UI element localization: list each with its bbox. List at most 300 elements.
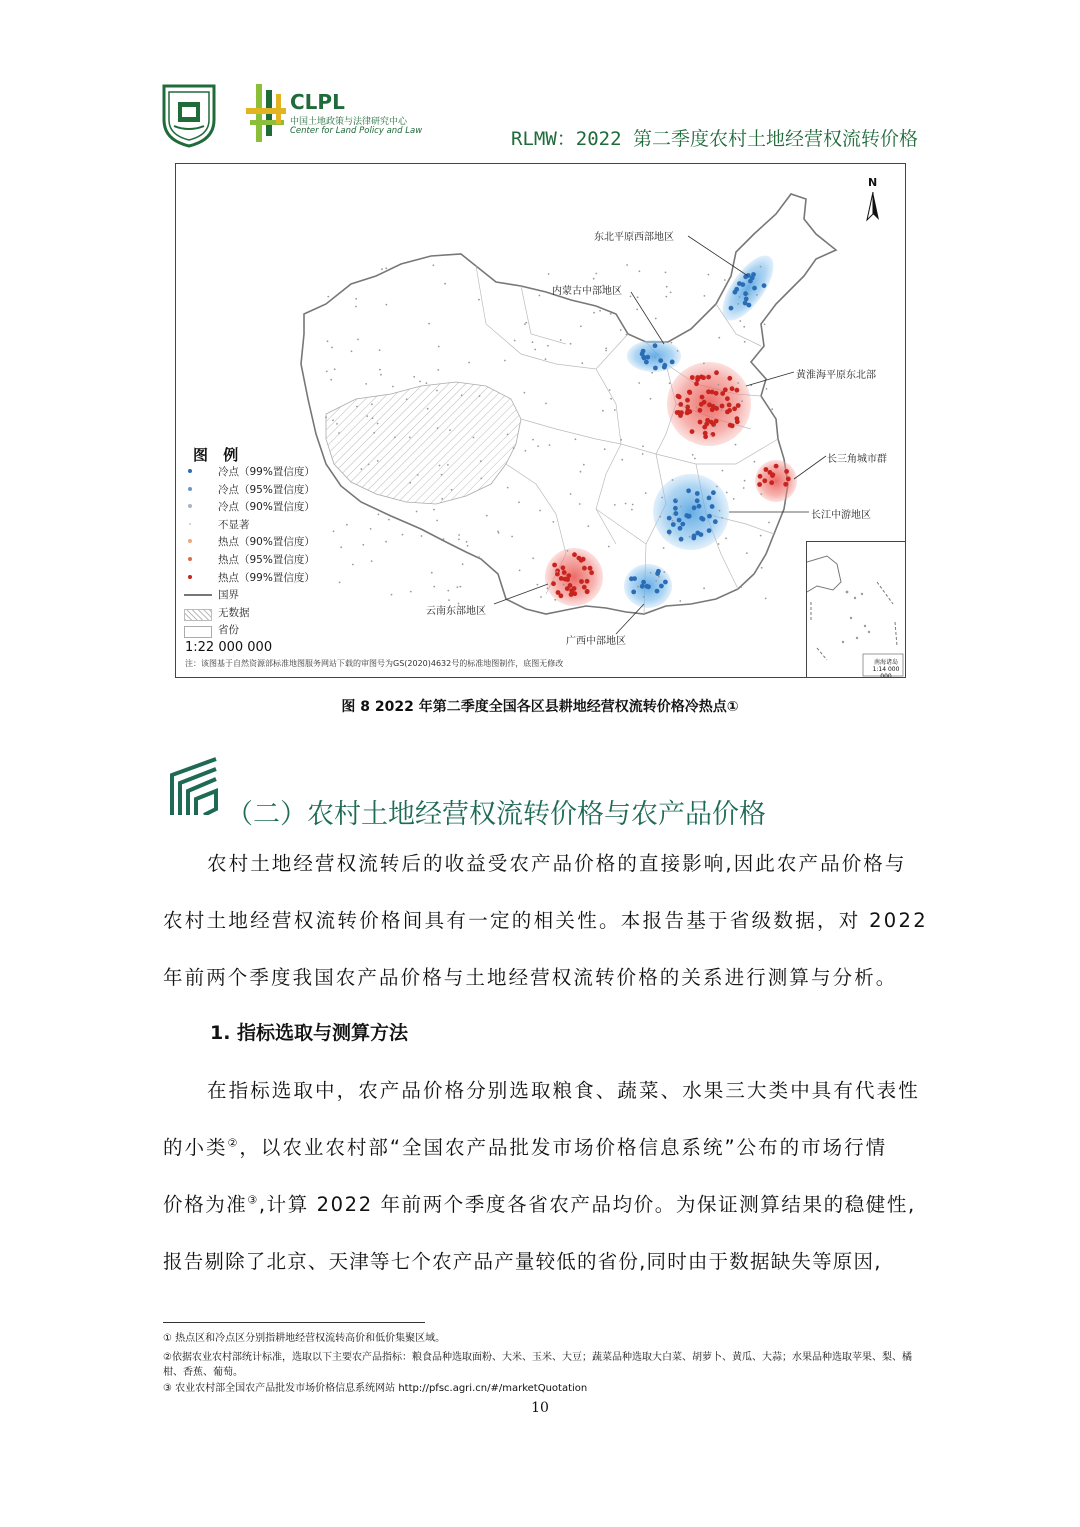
insignificant-point [519,570,521,572]
insignificant-point [426,382,428,384]
legend-symbol-5 [188,557,192,561]
cluster-yangtze-middle-point [686,488,691,493]
cluster-northeast-point [752,286,757,291]
insignificant-point [525,450,527,452]
insignificant-point [518,501,520,503]
insignificant-point [525,322,527,324]
insignificant-point [722,470,724,472]
cluster-huanghuai-point [700,395,705,400]
insignificant-point [672,479,674,481]
insignificant-point [684,406,686,408]
cluster-yunnan-point [588,566,593,571]
cluster-yangtze-delta-point [757,482,762,487]
cluster-yunnan-point [559,593,564,598]
insignificant-point [593,312,595,314]
cluster-yunnan-point [572,591,577,596]
cluster-yunnan-point [582,585,587,590]
leader-line [631,292,664,344]
insignificant-point [754,461,756,463]
cluster-yangtze-middle-point [677,518,682,523]
insignificant-point [620,439,622,441]
label-huanghuai: 黄淮海平原东北部 [796,370,876,381]
insignificant-point [764,324,766,326]
insignificant-point [642,445,644,447]
insignificant-point [671,342,673,344]
cluster-yunnan-point [589,570,594,575]
insignificant-point [334,368,336,370]
insignificant-point [669,382,671,384]
insignificant-point [642,453,644,455]
insignificant-point [436,520,438,522]
cluster-guangxi-point [631,590,636,595]
insignificant-point [663,571,665,573]
insignificant-point [409,482,411,484]
paragraph1-line3: 年前两个季度我国农产品价格与土地经营权流转价格的关系进行测算与分析。 [163,966,898,989]
insignificant-point [545,358,547,360]
insignificant-point [473,437,475,439]
insignificant-point [761,567,763,569]
insignificant-point [650,398,652,400]
insignificant-point [581,362,583,364]
footnote-3: ③ 农业农村部全国农产品批发市场价格信息系统网站 http://pfsc.agri.cn/#/marketQuotation [163,1383,588,1394]
paragraph1-line1: 农村土地经营权流转后的收益受农产品价格的直接影响,因此农产品价格与 [207,852,907,875]
legend-label-6: 热点（99%置信度） [218,571,315,584]
insignificant-point [340,546,342,548]
insignificant-point [554,599,556,601]
label-guangxi: 广西中部地区 [566,636,626,647]
insignificant-point [665,272,667,274]
insignificant-point [716,404,718,406]
insignificant-point [355,306,357,308]
insignificant-point [744,480,746,482]
insignificant-point [580,471,582,473]
cluster-inner-mongolia-point [645,355,650,360]
insignificant-point [539,510,541,512]
insignificant-point [437,369,439,371]
cluster-yangtze-middle-point [697,504,702,509]
north-arrow-shape-icon [865,192,881,222]
cluster-yangtze-middle-point [701,517,706,522]
insignificant-point [534,349,536,351]
insignificant-point [478,556,480,558]
cluster-yangtze-middle-point [667,516,672,521]
insignificant-point [366,415,368,417]
section-heading-icon [170,757,220,815]
insignificant-point [433,586,435,588]
insignificant-point [599,310,601,312]
cluster-guangxi-point [629,576,634,581]
cluster-guangxi-point [663,580,668,585]
insignificant-point [330,379,332,381]
insignificant-point [356,406,358,408]
cluster-huanghuai-point [714,419,719,424]
cluster-inner-mongolia-point [641,355,646,360]
insignificant-point [357,339,359,341]
cluster-inner-mongolia-point [670,360,675,365]
insignificant-point [672,520,674,522]
cluster-huanghuai-point [727,376,732,381]
insignificant-point [431,572,433,574]
legend-label-4: 热点（90%置信度） [218,536,315,549]
insignificant-point [394,437,396,439]
cluster-huanghuai-point [706,375,711,380]
insignificant-point [739,296,741,298]
insignificant-point [460,586,462,588]
cluster-guangxi-point [641,580,646,585]
insignificant-point [733,498,735,500]
insignificant-point [327,296,329,298]
insignificant-point [743,487,745,489]
insignificant-point [744,341,746,343]
insignificant-point [377,460,379,462]
cluster-huanghuai-point [676,394,681,399]
paragraph1-line2: 农村土地经营权流转价格间具有一定的相关性。本报告基于省级数据，对 2022 [163,909,928,932]
insignificant-point [703,363,705,365]
insignificant-point [419,381,421,383]
insignificant-point [380,374,382,376]
cluster-northeast-point [751,272,756,277]
insignificant-point [626,334,628,336]
paragraph2-line3 [163,1189,917,1217]
insignificant-point [351,350,353,352]
insignificant-point [663,547,665,549]
insignificant-point [388,519,390,521]
cluster-huanghuai-point [714,406,719,411]
cluster-huanghuai-point [701,375,706,380]
insignificant-point [716,486,718,488]
figure-caption: 图 8 2022 年第二季度全国各区县耕地经营权流转价格冷热点① [341,699,739,715]
label-inner-mongolia: 内蒙古中部地区 [552,286,622,297]
cluster-yangtze-middle-point [684,513,689,518]
cluster-yangtze-delta-point [758,474,763,479]
insignificant-point [645,492,647,494]
paragraph2-line2 [163,1132,917,1160]
insignificant-point [462,563,464,565]
insignificant-point [655,318,657,320]
insignificant-point [479,395,481,397]
leader-line [794,456,826,479]
cluster-huanghuai-point [725,410,730,415]
insignificant-point [604,448,606,450]
cluster-yunnan-point [565,586,570,591]
footnote-1: ① 热点区和冷点区分别指耕地经营权流转高价和低价集聚区域。 [163,1333,446,1344]
cluster-huanghuai-point [694,381,699,386]
insignificant-point [355,298,357,300]
insignificant-point [718,337,720,339]
insignificant-point [724,279,726,281]
insignificant-point [661,497,663,499]
insignificant-point [620,329,622,331]
insignificant-point [537,445,539,447]
subheading: 1. 指标选取与测算方法 [210,1022,409,1044]
cluster-huanghuai-point [735,416,740,421]
insignificant-point [567,550,569,552]
cluster-huanghuai-point [707,403,712,408]
insignificant-point [421,535,423,537]
legend-label-7: 国界 [218,589,239,602]
insignificant-point [743,326,745,328]
insignificant-point [630,296,632,298]
insignificant-point [658,576,660,578]
insignificant-point [332,419,334,421]
insignificant-point [560,339,562,341]
insignificant-point [669,534,671,536]
insignificant-point [605,350,607,352]
cluster-huanghuai-point [732,406,737,411]
insignificant-point [385,541,387,543]
insignificant-point [746,552,748,554]
insignificant-point [760,535,762,537]
inset-label-name: 南海诸岛 [873,659,898,666]
insignificant-point [748,294,750,296]
insignificant-point [539,295,541,297]
cluster-yangtze-middle-point [667,530,672,535]
inset-label-scale: 1:14 000 000 [872,666,900,678]
hotspot-map [175,163,906,678]
insignificant-point [765,598,767,600]
cluster-yunnan-point [585,579,590,584]
cluster-huanghuai-point [690,375,695,380]
insignificant-point [665,296,667,298]
insignificant-point [766,388,768,390]
cluster-huanghuai-point [687,390,692,395]
legend-symbol-0 [188,469,192,473]
cluster-huanghuai-point [709,420,714,425]
header-title: RLMW：2022 第二季度农村土地经营权流转价格 [511,128,918,150]
cluster-yangtze-middle-point [707,528,712,533]
cluster-yangtze-middle-point [695,491,700,496]
label-northeast: 东北平原西部地区 [594,232,674,243]
insignificant-point [333,530,335,532]
insignificant-point [650,572,652,574]
cluster-yangtze-delta-point [769,480,774,485]
insignificant-point [436,390,438,392]
insignificant-point [336,423,338,425]
cluster-inner-mongolia-point [653,343,658,348]
insignificant-point [677,350,679,352]
legend-symbol-9 [184,626,212,638]
insignificant-point [427,408,429,410]
insignificant-point [621,459,623,461]
cluster-yunnan-point [582,566,587,571]
insignificant-point [563,584,565,586]
insignificant-point [537,584,539,586]
cluster-northeast-point [744,297,749,302]
insignificant-point [406,398,408,400]
insignificant-point [643,596,645,598]
insignificant-point [595,273,597,275]
insignificant-point [325,416,327,418]
cluster-yunnan-point [572,552,577,557]
cluster-huanghuai-point [730,423,735,428]
map-scale: 1:22 000 000 [185,640,273,655]
insignificant-point [428,323,430,325]
insignificant-point [676,499,678,501]
footnote-ref-3[interactable]: ③ [247,1193,259,1207]
insignificant-point [587,525,589,527]
insignificant-point [497,531,499,533]
insignificant-point [583,464,585,466]
legend-symbol-6 [188,575,192,579]
insignificant-point [507,434,509,436]
cluster-inner-mongolia-point [662,363,667,368]
insignificant-point [725,537,727,539]
insignificant-point [331,347,333,349]
insignificant-point [391,594,393,596]
insignificant-point [416,511,418,513]
cluster-northeast-point [740,282,745,287]
insignificant-point [631,509,633,511]
insignificant-point [385,267,387,269]
insignificant-point [575,438,577,440]
insignificant-point [437,427,439,429]
insignificant-point [556,571,558,573]
map-note: 注：该图基于自然资源部标准地图服务网站下载的审图号为GS(2020)4632号的标准地图制作，底图无修改 [185,659,564,668]
cluster-yangtze-middle-point [713,519,718,524]
insignificant-point [377,423,379,425]
footnote-ref-2[interactable]: ② [227,1136,240,1150]
cluster-yangtze-middle-point [678,526,683,531]
cluster-yangtze-middle-point [710,504,715,509]
legend-label-5: 热点（95%置信度） [218,554,315,566]
insignificant-point [609,389,611,391]
north-arrow-icon: N [868,176,878,189]
insignificant-point [637,586,639,588]
insignificant-point [439,465,441,467]
cluster-huanghuai-point [675,410,680,415]
cluster-yangtze-middle [653,474,729,550]
label-yangtze-delta: 长三角城市群 [827,454,887,465]
cluster-yangtze-middle-point [673,506,678,511]
cluster-northeast-point [762,283,767,288]
paragraph2-line2-end: ，以农业农村部“全国农产品批发市场价格信息系统”公布的市场行情 [239,1136,888,1159]
insignificant-point [580,325,582,327]
cluster-huanghuai-point [698,420,703,425]
china-map-svg [176,164,906,678]
insignificant-point [545,403,547,405]
insignificant-point [714,426,716,428]
insignificant-point [433,509,435,511]
insignificant-point [514,340,516,342]
legend-label-9: 省份 [218,624,239,637]
insignificant-point [614,504,616,506]
cluster-yangtze-delta-point [786,477,791,482]
cluster-huanghuai-point [730,386,735,391]
insignificant-point [371,403,373,405]
insignificant-point [371,560,373,562]
clpl-logo [244,80,424,146]
insignificant-point [711,435,713,437]
insignificant-point [417,474,419,476]
cluster-yangtze-delta-point [774,464,779,469]
insignificant-point [480,478,482,480]
cluster-yangtze-middle-point [692,534,697,539]
cluster-northeast-point [743,301,748,306]
insignificant-point [504,360,506,362]
insignificant-point [458,539,460,541]
insignificant-point [339,582,341,584]
insignificant-point [602,410,604,412]
cluster-yunnan-point [551,581,556,586]
cluster-guangxi-point [646,584,651,589]
insignificant-point [507,487,509,489]
cluster-huanghuai-point [714,370,719,375]
cluster-yangtze-middle-point [680,522,685,527]
insignificant-point [326,371,328,373]
page-number: 10 [531,1400,549,1416]
insignificant-point [679,600,681,602]
insignificant-point [570,343,572,345]
cluster-huanghuai-point [687,409,692,414]
insignificant-point [458,534,460,536]
insignificant-point [338,432,340,434]
insignificant-point [719,510,721,512]
cluster-yangtze-middle-point [679,537,684,542]
insignificant-point [532,341,534,343]
cluster-huanghuai-point [710,390,715,395]
insignificant-point [402,534,404,536]
cluster-huanghuai-point [699,402,704,407]
cluster-northeast-point [729,306,734,311]
insignificant-point [718,543,720,545]
insignificant-point [610,313,612,315]
clpl-logo-en: Center for Land Policy and Law [290,126,423,136]
insignificant-point [548,273,550,275]
cluster-yangtze-middle-point [707,496,712,501]
insignificant-point [680,506,682,508]
cluster-yunnan-point [579,558,584,563]
insignificant-point [726,492,728,494]
cluster-guangxi-point [655,589,660,594]
insignificant-point [614,409,616,411]
cluster-yunnan-point [552,563,557,568]
insignificant-point [468,362,470,364]
cluster-huanghuai-point [690,429,695,434]
insignificant-point [532,439,534,441]
insignificant-point [740,586,742,588]
cluster-yangtze-middle-point [692,505,697,510]
insignificant-point [392,386,394,388]
insignificant-point [760,493,762,495]
cluster-yangtze-middle-point [707,514,712,519]
cluster-huanghuai-point [725,396,730,401]
insignificant-point [372,417,374,419]
label-yunnan: 云南东部地区 [426,606,486,617]
insignificant-point [638,382,640,384]
legend-label-3: 不显著 [218,518,250,531]
insignificant-point [467,545,469,547]
insignificant-point [449,429,451,431]
insignificant-point [579,503,581,505]
inset-label [867,659,905,678]
paragraph2-line3-start: 价格为准 [163,1193,248,1216]
insignificant-point [704,295,706,297]
insignificant-point [511,536,513,538]
insignificant-point [737,382,739,384]
insignificant-point [654,357,656,359]
insignificant-point [547,588,549,590]
paragraph2-line4: 报告剔除了北京、天津等七个农产品产量较低的省份,同时由于数据缺失等原因, [163,1250,882,1273]
cluster-yangtze-delta-point [771,472,776,477]
insignificant-point [694,458,696,460]
insignificant-point [708,274,710,276]
insignificant-point [696,407,698,409]
insignificant-point [741,400,743,402]
insignificant-point [448,599,450,601]
legend-symbol-1 [188,487,192,491]
insignificant-point [673,514,675,516]
footnote-rule [163,1322,425,1323]
